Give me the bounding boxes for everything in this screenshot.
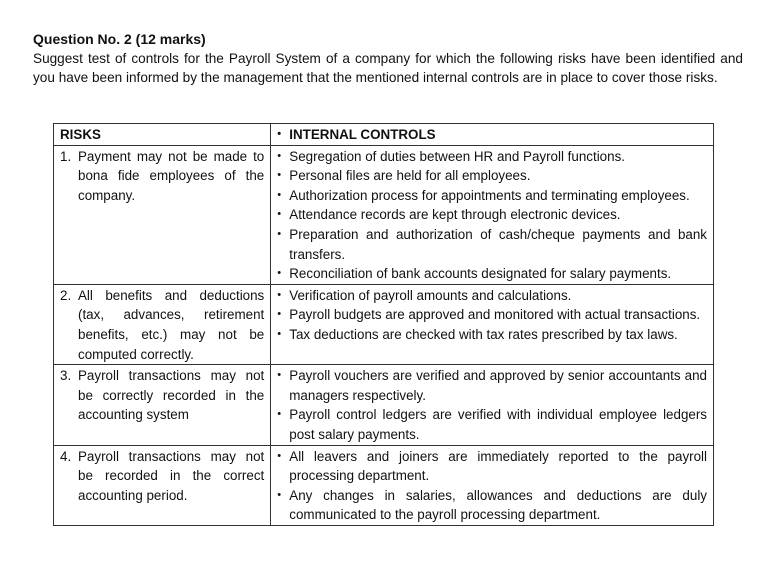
risk-number: 2.	[60, 287, 72, 303]
control-text: Personal files are held for all employees.	[289, 168, 531, 184]
list-item	[277, 264, 707, 284]
bullet-icon: •	[277, 227, 282, 240]
list-item	[277, 405, 707, 444]
bullet-icon: •	[277, 188, 282, 201]
list-item	[277, 286, 707, 306]
risk-cell	[54, 145, 271, 284]
controls-list	[277, 366, 707, 444]
bullet-icon: •	[277, 408, 282, 421]
list-item	[277, 147, 707, 167]
list-item	[277, 486, 707, 525]
risk-number: 4.	[60, 448, 72, 464]
table-row	[54, 145, 714, 284]
risk-text: All benefits and deductions (tax, advances, retirement benefits, etc.) may not be computed correctly.	[78, 287, 265, 362]
table-body	[54, 145, 714, 525]
controls-header: INTERNAL CONTROLS	[289, 127, 436, 142]
table-row	[54, 284, 714, 364]
controls-cell	[271, 145, 714, 284]
risk-text: Payment may not be made to bona fide employees of the company.	[78, 148, 265, 203]
bullet-icon: •	[277, 449, 282, 462]
bullet-icon: •	[277, 288, 282, 301]
list-item	[277, 166, 707, 186]
list-item	[277, 447, 707, 486]
control-text: Payroll budgets are approved and monitored with actual transactions.	[289, 307, 701, 323]
question-text: Suggest test of controls for the Payroll System of a company for which the following risks have been identified and you have been informed by the management that the mentioned internal controls are in place to cover those risks.	[33, 51, 743, 85]
control-text: Tax deductions are checked with tax rates prescribed by tax laws.	[289, 326, 678, 342]
table-row	[54, 445, 714, 525]
control-text: Attendance records are kept through electronic devices.	[289, 207, 621, 223]
control-text: Authorization process for appointments and terminating employees.	[289, 187, 690, 203]
risk-number: 3.	[60, 368, 72, 384]
bullet-icon: •	[277, 369, 282, 382]
control-text: Payroll control ledgers are verified with individual employee ledgers post salary payments.	[289, 407, 707, 442]
controls-list	[277, 286, 707, 345]
control-text: Reconciliation of bank accounts designated for salary payments.	[289, 266, 672, 282]
control-text: Preparation and authorization of cash/cheque payments and bank transfers.	[289, 226, 707, 262]
controls-cell	[271, 445, 714, 525]
control-text: Segregation of duties between HR and Payroll functions.	[289, 148, 625, 164]
bullet-icon: •	[277, 149, 282, 162]
risk-cell	[54, 284, 271, 364]
bullet-icon: •	[277, 267, 282, 280]
controls-cell	[271, 284, 714, 364]
table-row	[54, 365, 714, 445]
risks-controls-table	[53, 123, 714, 526]
bullet-icon: •	[277, 308, 282, 321]
risk-cell	[54, 445, 271, 525]
control-text: Any changes in salaries, allowances and deductions are duly communicated to the payroll processing department.	[289, 487, 707, 523]
controls-cell	[271, 365, 714, 445]
risk-text: Payroll transactions may not be correctly recorded in the accounting system	[78, 368, 265, 423]
bullet-icon: •	[277, 327, 282, 340]
list-item	[277, 225, 707, 264]
list-item	[277, 366, 707, 405]
risk-text: Payroll transactions may not be recorded in the correct accounting period.	[78, 448, 265, 503]
bullet-icon: •	[277, 208, 282, 221]
control-text: Payroll vouchers are verified and approved by senior accountants and managers respectively.	[289, 368, 707, 403]
bullet-icon: •	[277, 169, 282, 182]
control-text: Verification of payroll amounts and calculations.	[289, 287, 572, 303]
list-item	[277, 205, 707, 225]
list-item	[277, 186, 707, 206]
controls-list	[277, 147, 707, 284]
risk-cell	[54, 365, 271, 445]
question-block	[33, 30, 743, 87]
list-item	[277, 305, 707, 325]
controls-list	[277, 447, 707, 525]
question-title: Question No. 2 (12 marks)	[33, 31, 206, 47]
control-text: All leavers and joiners are immediately reported to the payroll processing department.	[289, 448, 707, 484]
bullet-icon: •	[277, 488, 282, 501]
bullet-icon: •	[277, 128, 282, 140]
table-header-row	[54, 124, 714, 146]
list-item	[277, 325, 707, 345]
risk-number: 1.	[60, 148, 72, 164]
controls-header-cell	[271, 124, 714, 146]
risks-header: RISKS	[54, 124, 271, 146]
